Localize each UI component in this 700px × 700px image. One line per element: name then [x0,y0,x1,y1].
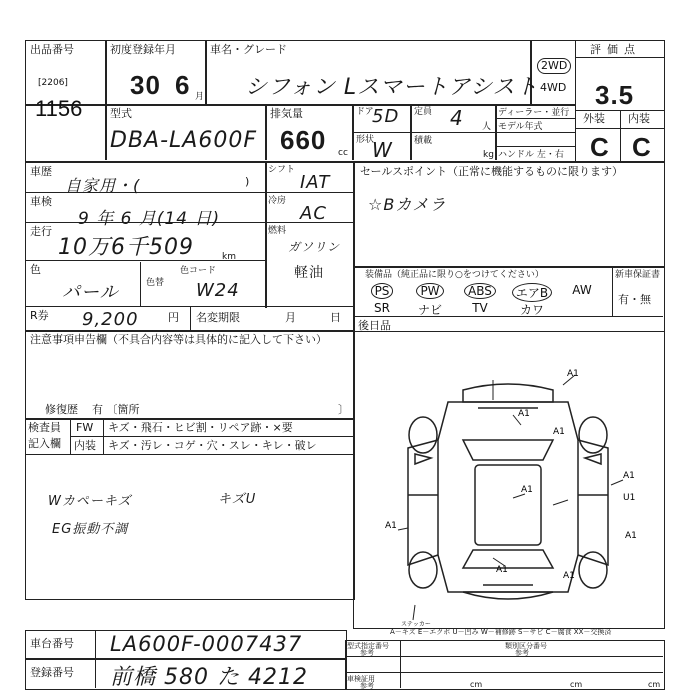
drive-2wd: 2WD [537,58,571,74]
diagram-mark: A1 [553,427,565,437]
exterior-label: 外装 [583,112,605,125]
diagram-mark: U1 [623,493,636,503]
shape-label: 形状 [356,135,375,145]
reg-cert-sub: 参考 [360,682,374,690]
color-value: パール [62,282,119,303]
repair-label: 修復歴 [45,403,78,416]
equip-abs: ABS [458,283,502,299]
type-label: 型式 [110,107,132,120]
type-designation-sub: 参考 [360,649,374,657]
equip-leather: カワ [519,303,544,317]
mileage-label: 走行 [30,225,52,238]
diagram-mark: A1 [385,521,397,531]
fw-items: キズ・飛石・ヒビ割・リペア跡・×要 [108,421,293,434]
dim-unit-1: cm [470,680,483,689]
equipment-label: 装備品（純正品に限り○をつけてください） [365,270,544,280]
diagram-mark: A1 [563,571,575,581]
sales-value: ☆Bカメラ [368,195,447,214]
recycle-value: 9,200 [82,309,139,330]
shift-value: IAT [300,172,331,193]
color-label: 色 [30,263,41,276]
reg-cert-label: 車検証用 [347,675,375,683]
first-reg-month-unit: 月 [195,92,205,102]
notes-label: 注意事項申告欄（不具合内容等は具体的に記入して下さい） [30,333,327,346]
name-change-label: 名変期限 [196,311,240,324]
recycle-label: R券 [30,309,49,322]
diagram-mark: A1 [496,565,508,575]
new-warranty-value: 有・無 [618,293,651,306]
interior-check-label: 内装 [74,439,96,452]
name-change-month: 月 [285,311,296,324]
shape-value: W [372,138,393,162]
dealer-label: ディーラー・並行 [498,108,570,118]
first-reg-label: 初度登録年月 [110,43,176,56]
drive-4wd: 4WD [540,81,567,94]
diagram-mark: A1 [625,531,637,541]
plate-label: 登録番号 [30,666,74,679]
door-label: ドア [356,107,374,117]
lot-number: 1156 [35,96,83,121]
equip-aw: AW [572,283,592,297]
inspector-label-2: 記入欄 [28,437,61,450]
mileage-value: 10万6千509 [58,235,194,260]
plate-value: 前橋 580 た 4212 [110,665,308,690]
chassis-value: LA600F-0007437 [110,632,303,656]
color-code-label: 色コード [180,266,217,276]
damage-legend: A－キズ E－エクボ U－凹み W－補修跡 S－サビ C－腐食 XX－交換済 [390,628,612,636]
equip-sr: SR [374,301,390,315]
dim-unit-3: cm [648,680,661,689]
repair-close: 〕 [338,403,349,416]
aftermarket-label: 後日品 [358,319,391,332]
mileage-unit: km [222,252,236,262]
first-reg-month: 6 [175,70,191,100]
diagram-mark: A1 [521,485,533,495]
history-close: ) [245,175,250,188]
equip-navi: ナビ [417,303,442,317]
model-grade: シフォン Lスマートアシスト [245,75,539,100]
recycle-unit: 円 [168,311,179,324]
load-unit: kg [483,150,494,160]
category-label: 類別区分番号 [505,642,547,650]
fuel-gas: ガソリン [288,240,341,254]
capacity-value: 4 [450,106,464,130]
equip-tv: TV [472,301,488,315]
lot-code: [2206] [38,78,68,88]
diagram-mark: A1 [518,409,530,419]
fuel-diesel: 軽油 [294,265,324,281]
equip-pw: PW [410,283,450,299]
type-designation-label: 型式指定番号 [347,642,389,650]
color-change-label: 色替 [146,278,165,288]
equip-airbag: エアB [510,283,554,302]
remark-3: EG振動不調 [52,522,129,537]
model-year-label: モデル年式 [498,122,543,132]
repair-value: 有 〔箇所 [92,403,140,416]
interior-label: 内装 [628,112,650,125]
first-reg-year: 30 [130,70,161,100]
color-code-value: W24 [196,280,240,301]
inspection-value: 9 年 6 月(14 日) [78,209,221,229]
door-value: 5D [372,106,400,127]
inspection-label: 車検 [30,195,52,208]
diagram-mark: A1 [623,471,635,481]
load-label: 積載 [414,136,433,146]
diagram-sticker-label: ステッカー [401,621,431,628]
displacement-unit: cc [338,148,348,158]
fw-label: FW [76,421,94,434]
exterior-grade: C [590,132,610,162]
score-value: 3.5 [595,80,635,110]
chassis-label: 車台番号 [30,637,74,650]
diagram-mark: A1 [567,369,579,379]
capacity-unit: 人 [482,122,492,132]
score-label: 評価点 [590,43,641,56]
dim-unit-2: cm [570,680,583,689]
category-sub: 参考 [515,649,529,657]
new-warranty-label: 新車保証書 [615,270,661,280]
equip-ps: PS [362,283,402,299]
history-label: 車歴 [30,165,52,178]
car-diagram [353,330,663,630]
history-value: 自家用・( [65,176,141,195]
handle-label: ハンドル 左・右 [498,150,564,160]
interior-grade: C [632,132,652,162]
interior-items: キズ・汚レ・コゲ・穴・スレ・キレ・破レ [108,439,317,452]
ac-label: 冷房 [268,196,287,206]
shift-label: シフト [268,165,296,175]
remark-1: Wカペーキズ [48,494,132,509]
type-value: DBA-LA600F [110,128,257,153]
ac-value: AC [300,203,327,224]
sales-label: セールスポイント（正常に機能するものに限ります） [360,165,624,178]
inspector-label-1: 検査員 [28,421,61,434]
displacement-value: 660 [280,125,327,155]
fuel-label: 燃料 [268,226,287,236]
lot-label: 出品番号 [30,43,74,56]
displacement-label: 排気量 [270,107,303,120]
name-change-day: 日 [330,311,341,324]
model-grade-label: 車名・グレード [210,43,287,56]
capacity-label: 定員 [414,107,433,117]
remark-2: キズU [218,492,257,507]
